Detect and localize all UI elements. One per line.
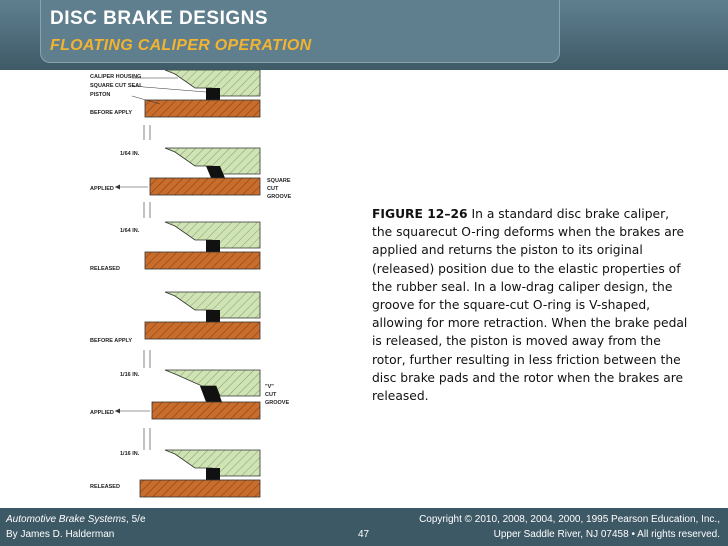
slide-footer xyxy=(0,508,728,546)
panel-released-v xyxy=(140,450,260,497)
label-caliper-housing: CALIPER HOUSING xyxy=(90,74,142,80)
slide-title: DISC BRAKE DESIGNS xyxy=(50,8,269,29)
figure-number: FIGURE 12–26 xyxy=(372,207,468,221)
seal-4 xyxy=(206,310,220,322)
label-square: SQUARE xyxy=(267,178,291,184)
label-applied-1: APPLIED xyxy=(90,186,114,192)
caliper-diagram xyxy=(70,70,340,502)
slide-header xyxy=(0,0,728,70)
label-released-2: RELEASED xyxy=(90,484,120,490)
label-groove: GROOVE xyxy=(267,194,292,200)
label-released-1: RELEASED xyxy=(90,266,120,272)
label-piston: PISTON xyxy=(90,92,111,98)
label-v-cut: CUT xyxy=(265,392,277,398)
piston-4 xyxy=(145,322,260,339)
piston-5 xyxy=(152,402,260,419)
label-v-groove: GROOVE xyxy=(265,400,290,406)
seal-3 xyxy=(206,240,220,252)
label-gap-2: 1/64 IN. xyxy=(120,228,140,234)
label-gap-1: 1/64 IN. xyxy=(120,151,140,157)
piston-2 xyxy=(150,178,260,195)
caliper-figure xyxy=(70,70,340,502)
piston-3 xyxy=(145,252,260,269)
label-square-cut-seal: SQUARE CUT SEAL xyxy=(90,83,143,89)
panel-before-apply-v xyxy=(145,292,260,339)
page-number: 47 xyxy=(358,529,370,540)
piston-1 xyxy=(145,100,260,117)
label-before-apply-1: BEFORE APPLY xyxy=(90,110,133,116)
seal-1 xyxy=(206,88,220,100)
label-before-apply-2: BEFORE APPLY xyxy=(90,338,133,344)
label-cut: CUT xyxy=(267,186,279,192)
figure-caption xyxy=(372,205,692,405)
label-v: "V" xyxy=(265,384,274,390)
label-gap-4: 1/16 IN. xyxy=(120,451,140,457)
label-applied-2: APPLIED xyxy=(90,410,114,416)
book-title: Automotive Brake Systems xyxy=(6,514,127,525)
copyright-line-2: Upper Saddle River, NJ 07458 • All rights reserved. xyxy=(493,529,720,540)
seal-6 xyxy=(206,468,220,480)
panel-released-square xyxy=(145,222,260,269)
book-edition: , 5/e xyxy=(126,514,146,525)
copyright-line-1: Copyright © 2010, 2008, 2004, 2000, 1995 Pearson Education, Inc., xyxy=(419,514,720,525)
piston-6 xyxy=(140,480,260,497)
caption-text: In a standard disc brake caliper, the squarecut O-ring deforms when the brakes are applied and returns the piston to its original (released) position due to the elastic properties of the rubber seal. In a low-drag caliper design, the groove for the square-cut O-ring is V-shaped, allowing for more retraction. When the brake pedal is released, the piston is moved away from the rotor, further resulting in less friction between the disc brake pads and the rotor when the brakes are released. xyxy=(372,207,688,404)
slide-subtitle: FLOATING CALIPER OPERATION xyxy=(50,37,312,54)
panel-before-apply-square xyxy=(132,70,260,117)
book-author: By James D. Halderman xyxy=(6,529,115,540)
book-title-line xyxy=(6,514,146,525)
label-gap-3: 1/16 IN. xyxy=(120,372,140,378)
